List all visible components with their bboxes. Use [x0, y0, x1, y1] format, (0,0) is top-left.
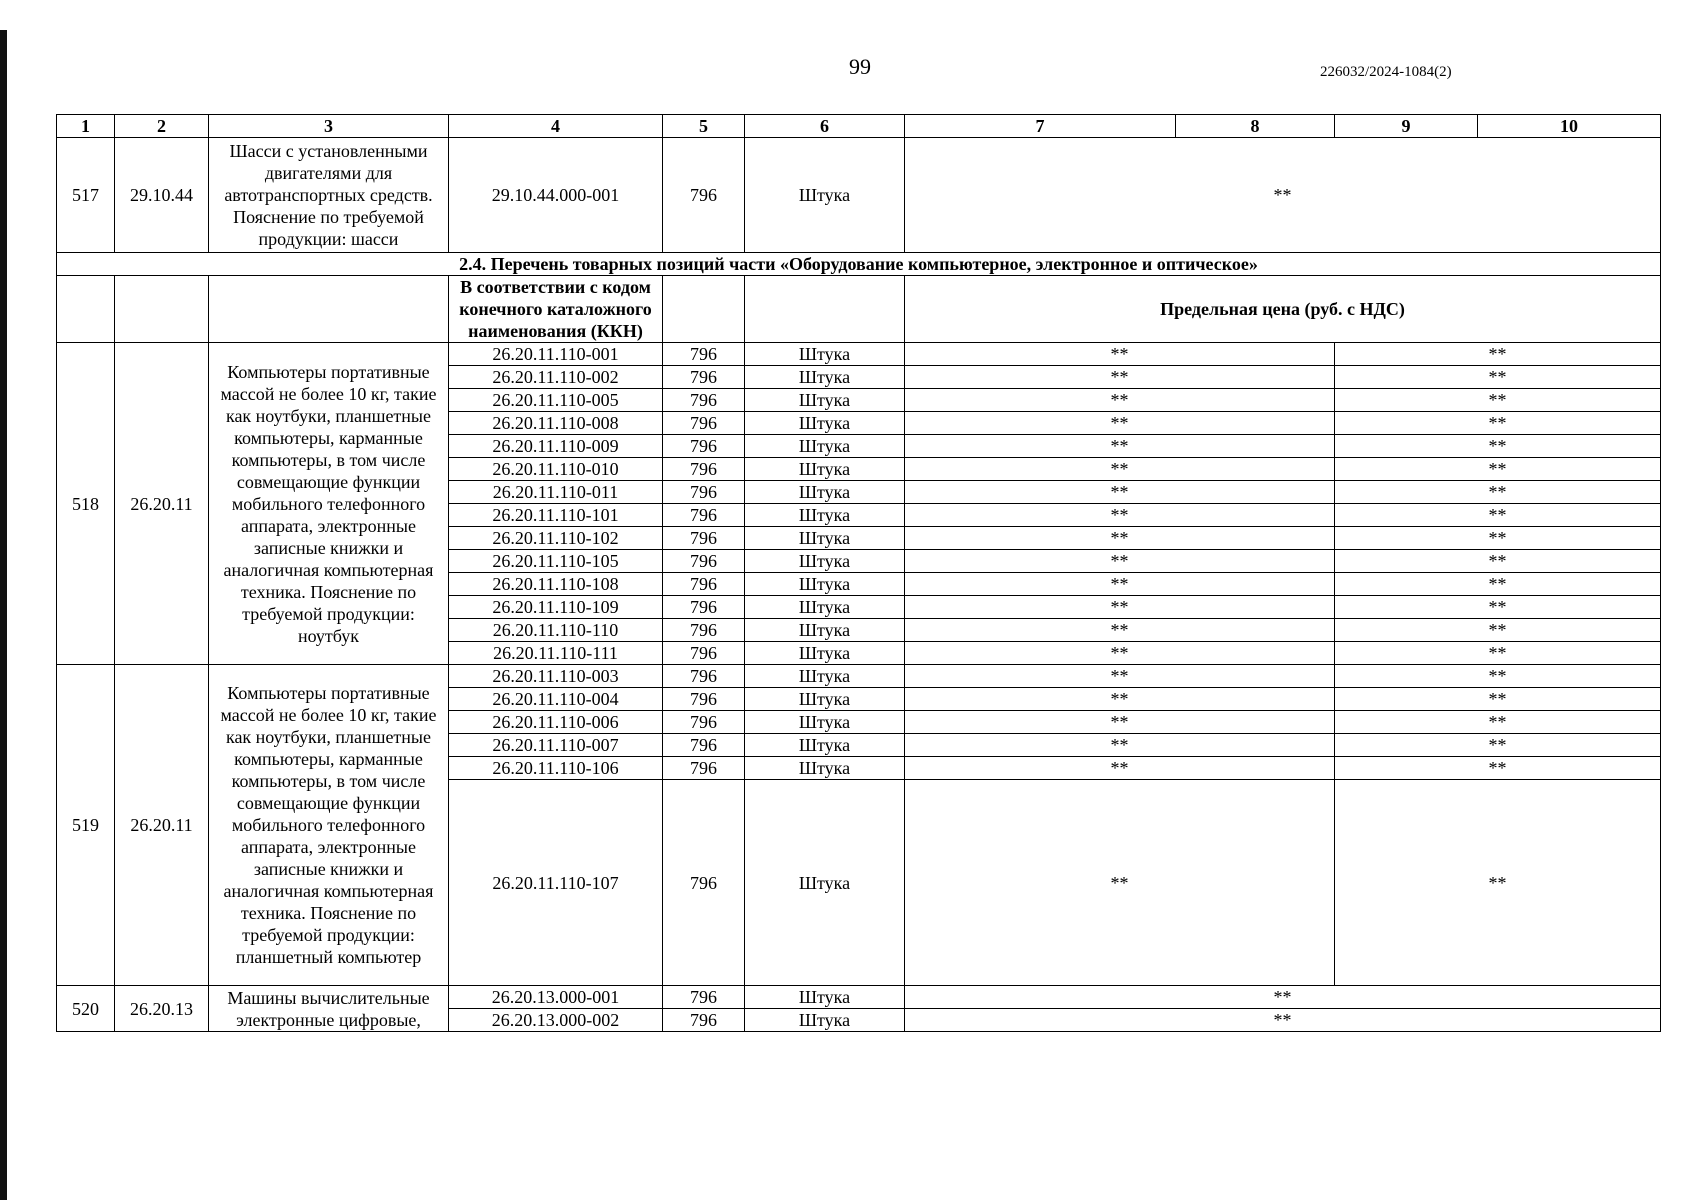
column-number: 10 — [1478, 115, 1661, 138]
unit-name: Штука — [745, 504, 905, 527]
price-cell: ** — [1335, 757, 1661, 780]
price-cell: ** — [905, 757, 1335, 780]
okei-code: 796 — [663, 458, 745, 481]
okei-code: 796 — [663, 757, 745, 780]
table-row — [57, 343, 1661, 366]
price-cell: ** — [1335, 665, 1661, 688]
price-cell: ** — [905, 642, 1335, 665]
empty-cell — [115, 276, 209, 343]
okei-code: 796 — [663, 711, 745, 734]
price-cell: ** — [1335, 481, 1661, 504]
price-cell: ** — [1335, 596, 1661, 619]
unit-name: Штука — [745, 619, 905, 642]
item-description: Компьютеры портативные массой не более 10 кг, такие как ноутбуки, планшетные компьютеры, карманные компьютеры, в том числе совмещающие функции мобильного телефонного аппарата, электронные записные книжки и аналогичная компьютерная техника. Пояснение по требуемой продукции: планшетный компьютер — [209, 665, 449, 986]
catalog-code: 26.20.11.110-005 — [449, 389, 663, 412]
okei-code: 796 — [663, 550, 745, 573]
okei-code: 796 — [663, 1009, 745, 1032]
okei-code: 796 — [663, 527, 745, 550]
price-cell: ** — [905, 366, 1335, 389]
okei-code: 796 — [663, 435, 745, 458]
price-cell: ** — [905, 734, 1335, 757]
column-number: 1 — [57, 115, 115, 138]
price-cell: ** — [1335, 550, 1661, 573]
okei-code: 796 — [663, 665, 745, 688]
price-cell: ** — [1335, 504, 1661, 527]
empty-cell — [209, 276, 449, 343]
okpd-code: 29.10.44 — [115, 138, 209, 253]
okei-code: 796 — [663, 343, 745, 366]
okpd-code: 26.20.11 — [115, 343, 209, 665]
okei-code: 796 — [663, 138, 745, 253]
catalog-code: 26.20.11.110-101 — [449, 504, 663, 527]
unit-name: Штука — [745, 481, 905, 504]
catalog-code: 26.20.11.110-004 — [449, 688, 663, 711]
catalog-code: 26.20.11.110-011 — [449, 481, 663, 504]
price-cell: ** — [905, 550, 1335, 573]
okei-code: 796 — [663, 642, 745, 665]
price-cell: ** — [905, 1009, 1661, 1032]
catalog-code: 26.20.11.110-108 — [449, 573, 663, 596]
item-description: Шасси с установленными двигателями для автотранспортных средств. Пояснение по требуемой продукции: шасси — [209, 138, 449, 253]
position-number: 518 — [57, 343, 115, 665]
section-title: 2.4. Перечень товарных позиций части «Оборудование компьютерное, электронное и оптическое» — [57, 253, 1661, 276]
price-cell: ** — [1335, 412, 1661, 435]
price-cell: ** — [1335, 435, 1661, 458]
price-cell: ** — [905, 389, 1335, 412]
catalog-code: 29.10.44.000-001 — [449, 138, 663, 253]
column-number: 9 — [1335, 115, 1478, 138]
okpd-code: 26.20.11 — [115, 665, 209, 986]
unit-name: Штука — [745, 596, 905, 619]
okei-code: 796 — [663, 573, 745, 596]
catalog-code-header: В соответствии с кодом конечного каталожного наименования (ККН) — [449, 276, 663, 343]
column-number: 3 — [209, 115, 449, 138]
table-row — [57, 986, 1661, 1009]
price-cell: ** — [905, 458, 1335, 481]
price-cell: ** — [905, 138, 1661, 253]
catalog-code: 26.20.11.110-102 — [449, 527, 663, 550]
price-cell: ** — [905, 711, 1335, 734]
column-number: 5 — [663, 115, 745, 138]
price-cell: ** — [1335, 642, 1661, 665]
unit-name: Штука — [745, 435, 905, 458]
position-number: 520 — [57, 986, 115, 1032]
catalog-code: 26.20.11.110-009 — [449, 435, 663, 458]
position-number: 519 — [57, 665, 115, 986]
catalog-code: 26.20.11.110-107 — [449, 780, 663, 986]
price-cell: ** — [905, 573, 1335, 596]
price-cell: ** — [905, 688, 1335, 711]
unit-name: Штука — [745, 412, 905, 435]
unit-name: Штука — [745, 573, 905, 596]
catalog-code: 26.20.11.110-105 — [449, 550, 663, 573]
okei-code: 796 — [663, 504, 745, 527]
price-cell: ** — [905, 665, 1335, 688]
catalog-code: 26.20.11.110-110 — [449, 619, 663, 642]
table-row — [57, 138, 1661, 253]
section-row — [57, 253, 1661, 276]
price-cell: ** — [905, 481, 1335, 504]
unit-name: Штука — [745, 688, 905, 711]
catalog-code: 26.20.11.110-109 — [449, 596, 663, 619]
catalog-code: 26.20.11.110-001 — [449, 343, 663, 366]
catalog-code: 26.20.13.000-002 — [449, 1009, 663, 1032]
price-header: Предельная цена (руб. с НДС) — [905, 276, 1661, 343]
okei-code: 796 — [663, 780, 745, 986]
okei-code: 796 — [663, 734, 745, 757]
okei-code: 796 — [663, 596, 745, 619]
unit-name: Штука — [745, 389, 905, 412]
column-number: 7 — [905, 115, 1176, 138]
unit-name: Штука — [745, 642, 905, 665]
price-cell: ** — [1335, 734, 1661, 757]
document-code: 226032/2024-1084(2) — [1320, 64, 1452, 80]
table-body — [57, 115, 1661, 1032]
okei-code: 796 — [663, 688, 745, 711]
price-cell: ** — [1335, 573, 1661, 596]
price-cell: ** — [1335, 389, 1661, 412]
price-cell: ** — [905, 412, 1335, 435]
column-number: 4 — [449, 115, 663, 138]
unit-name: Штука — [745, 527, 905, 550]
subheader-row — [57, 276, 1661, 343]
price-cell: ** — [1335, 343, 1661, 366]
okei-code: 796 — [663, 619, 745, 642]
unit-name: Штука — [745, 665, 905, 688]
price-cell: ** — [905, 596, 1335, 619]
price-cell: ** — [905, 780, 1335, 986]
price-cell: ** — [1335, 458, 1661, 481]
item-description: Машины вычислительные электронные цифровые, — [209, 986, 449, 1032]
price-cell: ** — [905, 435, 1335, 458]
okei-code: 796 — [663, 366, 745, 389]
column-number: 6 — [745, 115, 905, 138]
unit-name: Штука — [745, 734, 905, 757]
price-cell: ** — [1335, 780, 1661, 986]
unit-name: Штука — [745, 780, 905, 986]
unit-name: Штука — [745, 550, 905, 573]
catalog-code: 26.20.11.110-111 — [449, 642, 663, 665]
unit-name: Штука — [745, 138, 905, 253]
price-cell: ** — [905, 504, 1335, 527]
catalog-code: 26.20.13.000-001 — [449, 986, 663, 1009]
price-cell: ** — [905, 527, 1335, 550]
price-cell: ** — [1335, 366, 1661, 389]
scan-edge-bar — [0, 30, 7, 1200]
column-number: 2 — [115, 115, 209, 138]
catalog-code: 26.20.11.110-006 — [449, 711, 663, 734]
catalog-code: 26.20.11.110-003 — [449, 665, 663, 688]
unit-name: Штука — [745, 1009, 905, 1032]
item-description: Компьютеры портативные массой не более 10 кг, такие как ноутбуки, планшетные компьютеры, карманные компьютеры, в том числе совмещающие функции мобильного телефонного аппарата, электронные записные книжки и аналогичная компьютерная техника. Пояснение по требуемой продукции: ноутбук — [209, 343, 449, 665]
empty-cell — [57, 276, 115, 343]
column-number: 8 — [1176, 115, 1335, 138]
unit-name: Штука — [745, 711, 905, 734]
price-cell: ** — [905, 986, 1661, 1009]
catalog-code: 26.20.11.110-106 — [449, 757, 663, 780]
okpd-code: 26.20.13 — [115, 986, 209, 1032]
price-cell: ** — [905, 343, 1335, 366]
catalog-code: 26.20.11.110-002 — [449, 366, 663, 389]
position-number: 517 — [57, 138, 115, 253]
price-cell: ** — [1335, 688, 1661, 711]
catalog-code: 26.20.11.110-007 — [449, 734, 663, 757]
unit-name: Штука — [745, 458, 905, 481]
okei-code: 796 — [663, 389, 745, 412]
page-number: 99 — [849, 54, 871, 79]
empty-cell — [745, 276, 905, 343]
column-number-row — [57, 115, 1661, 138]
unit-name: Штука — [745, 366, 905, 389]
okei-code: 796 — [663, 986, 745, 1009]
unit-name: Штука — [745, 986, 905, 1009]
price-cell: ** — [1335, 711, 1661, 734]
unit-name: Штука — [745, 757, 905, 780]
price-list-table — [56, 114, 1661, 1032]
catalog-code: 26.20.11.110-010 — [449, 458, 663, 481]
price-cell: ** — [1335, 619, 1661, 642]
catalog-code: 26.20.11.110-008 — [449, 412, 663, 435]
price-cell: ** — [1335, 527, 1661, 550]
empty-cell — [663, 276, 745, 343]
price-cell: ** — [905, 619, 1335, 642]
okei-code: 796 — [663, 481, 745, 504]
table-row — [57, 665, 1661, 688]
unit-name: Штука — [745, 343, 905, 366]
okei-code: 796 — [663, 412, 745, 435]
